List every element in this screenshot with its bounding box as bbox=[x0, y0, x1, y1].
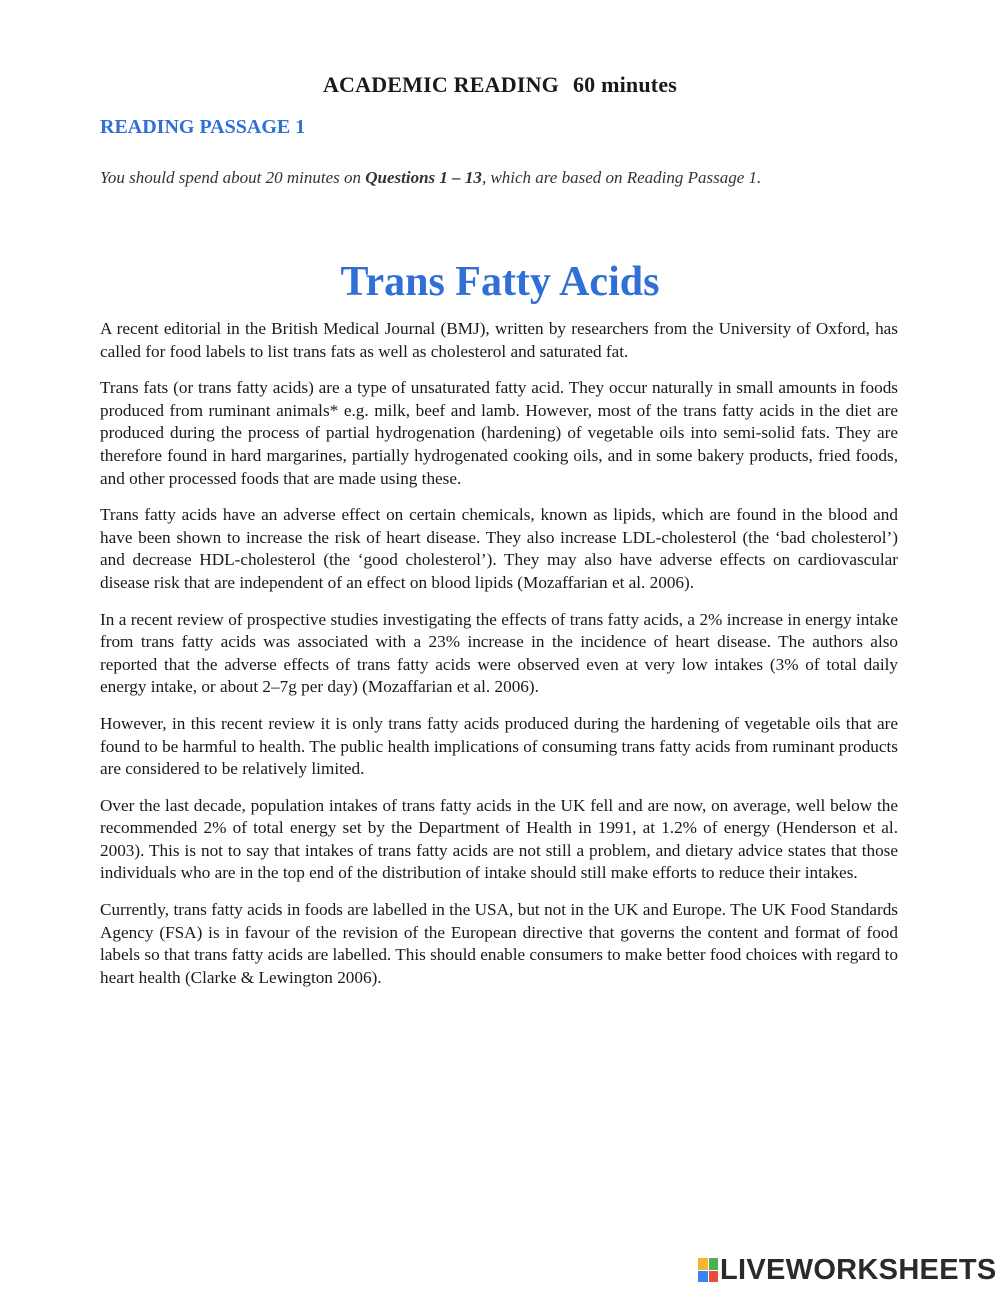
instructions-text-end: , which are based on Reading Passage 1. bbox=[481, 168, 762, 187]
exam-title: ACADEMIC READING bbox=[322, 72, 559, 97]
instructions-text-start: You should spend about 20 minutes on bbox=[100, 168, 366, 187]
passage-heading: READING PASSAGE 1 bbox=[100, 116, 306, 138]
paragraph-6: Over the last decade, population intakes of trans fatty acids in the UK fell and are now, on average, well below the recommended 2% of total energy set by the Department of Health in 1991, at 1.2% of energy (Henderson et al. 2003). This is not to say that intakes of trans fatty acids are not still a problem, and dietary advice states that those individuals who are in the top end of the distribution of intake should still make efforts to reduce their intakes. bbox=[100, 795, 898, 883]
logo-square-green bbox=[709, 1258, 719, 1270]
instructions-questions: Questions 1 – 13 bbox=[365, 168, 482, 187]
brand-name: LIVEWORKSHEETS bbox=[720, 1254, 997, 1286]
exam-header bbox=[0, 72, 1000, 98]
article-title: Trans Fatty Acids bbox=[340, 259, 660, 305]
paragraph-5: However, in this recent review it is only trans fatty acids produced during the hardening of vegetable oils that are found to be harmful to health. The public health implications of consuming trans fatty acids from ruminant products are considered to be relatively limited. bbox=[100, 713, 898, 779]
paragraph-2: Trans fats (or trans fatty acids) are a type of unsaturated fatty acid. They occur naturally in small amounts in foods produced from ruminant animals* e.g. milk, beef and lamb. However, most of the trans fatty acids in the diet are produced during the process of partial hydrogenation (hardening) of vegetable oils into semi-solid fats. They are therefore found in hard margarines, partially hydrogenated cooking oils, and in some bakery products, fried foods, and other processed foods that are made using these. bbox=[100, 378, 898, 488]
logo-square-red bbox=[709, 1271, 719, 1283]
paragraph-1: A recent editorial in the British Medical Journal (BMJ), written by researchers from the University of Oxford, has called for food labels to list trans fats as well as cholesterol and saturated fat. bbox=[100, 319, 898, 361]
liveworksheets-logo-icon bbox=[698, 1258, 718, 1282]
logo-square-blue bbox=[698, 1271, 708, 1283]
logo-square-yellow bbox=[698, 1258, 708, 1270]
exam-duration: 60 minutes bbox=[572, 72, 678, 97]
paragraph-4: In a recent review of prospective studies investigating the effects of trans fatty acids, a 2% increase in energy intake from trans fatty acids was associated with a 23% increase in the incidence of heart disease. The authors also reported that the adverse effects of trans fatty acids were observed even at very low intakes (3% of total daily energy intake, or about 2–7g per day) (Mozaffarian et al. 2006). bbox=[100, 609, 898, 697]
paragraph-7: Currently, trans fatty acids in foods are labelled in the USA, but not in the UK and Europe. The UK Food Standards Agency (FSA) is in favour of the revision of the European directive that governs the content and format of food labels so that trans fatty acids are labelled. This should enable consumers to make better food choices with regard to heart health (Clarke & Lewington 2006). bbox=[100, 900, 898, 987]
article-body bbox=[100, 318, 898, 1003]
instructions bbox=[100, 168, 920, 188]
liveworksheets-brand bbox=[698, 1254, 997, 1286]
paragraph-3: Trans fatty acids have an adverse effect on certain chemicals, known as lipids, which are found in the blood and have been shown to increase the risk of heart disease. They also increase LDL-cholesterol (the ‘bad cholesterol’) and decrease HDL-cholesterol (the ‘good cholesterol’). They may also have adverse effects on cardiovascular disease risk that are independent of an effect on blood lipids (Mozaffarian et al. 2006). bbox=[100, 505, 898, 592]
